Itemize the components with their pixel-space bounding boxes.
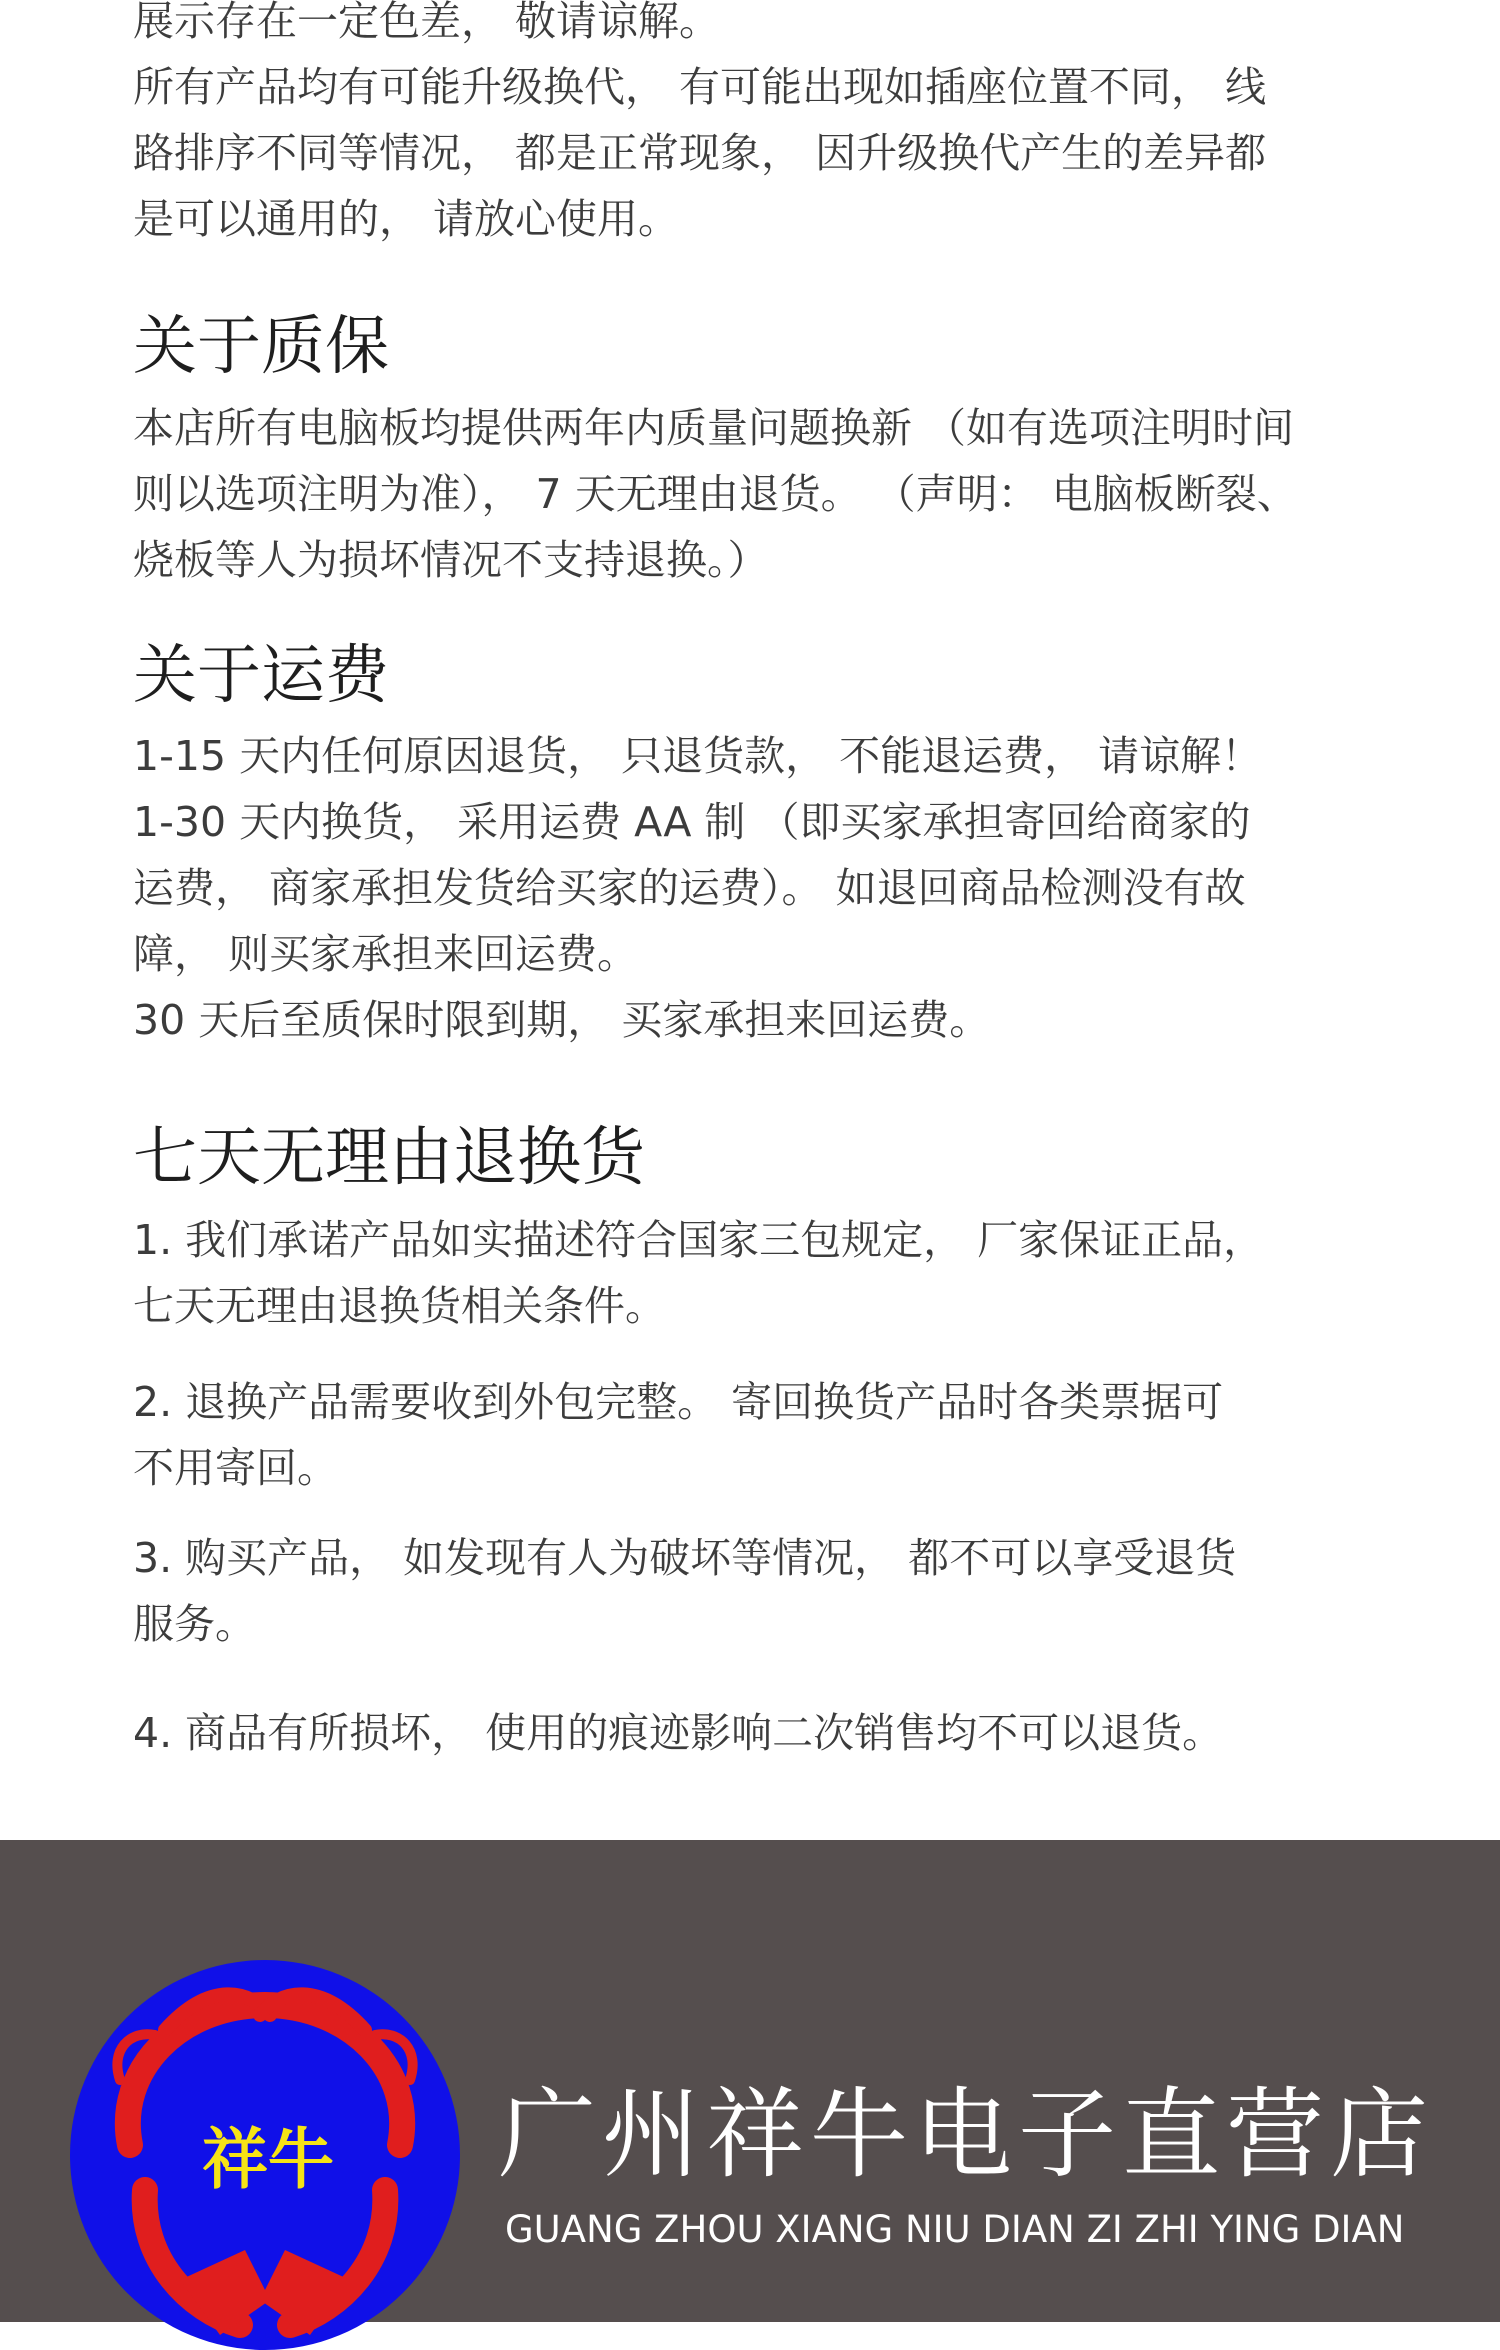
return-policy-heading: 七天无理由退换货 bbox=[133, 1121, 645, 1195]
logo-text: 祥牛 bbox=[202, 2121, 334, 2198]
intro-paragraph: 展示存在一定色差， 敬请谅解。 所有产品均有可能升级换代， 有可能出现如插座位置不同， 线 路排序不同等情况， 都是正常现象， 因升级换代产生的差异都 是可以通用的， 请放心使用。 bbox=[133, 0, 1267, 243]
warranty-heading: 关于质保 bbox=[133, 310, 389, 384]
return-condition-item: 3. 购买产品， 如发现有人为破坏等情况， 都不可以享受退货 服务。 bbox=[133, 1534, 1237, 1648]
warranty-paragraph: 本店所有电脑板均提供两年内质量问题换新 （如有选项注明时间 则以选项注明为准）， 7 天无理由退货。 （声明： 电脑板断裂、 烧板等人为损坏情况不支持退换。） bbox=[133, 404, 1298, 584]
store-logo bbox=[70, 1960, 460, 2350]
shipping-paragraph: 1-15 天内任何原因退货， 只退货款， 不能退运费， 请谅解！ 1-30 天内换货， 采用运费 AA 制 （即买家承担寄回给商家的 运费， 商家承担发货给买家的运费）。 如退回商品检测没有故 障， 则买家承担来回运费。 30 天后至质保时限到期， 买家承担来回运费。 bbox=[133, 732, 1263, 1044]
return-condition-item: 1. 我们承诺产品如实描述符合国家三包规定， 厂家保证正品， 七天无理由退换货相关条件。 bbox=[133, 1216, 1265, 1330]
store-name: 广州祥牛电子直营店 bbox=[498, 2078, 1435, 2192]
return-condition-item: 2. 退换产品需要收到外包完整。 寄回换货产品时各类票据可 不用寄回。 bbox=[133, 1378, 1224, 1492]
shipping-heading: 关于运费 bbox=[133, 639, 389, 713]
return-condition-item: 4. 商品有所损坏， 使用的痕迹影响二次销售均不可以退货。 bbox=[133, 1709, 1224, 1757]
store-name-pinyin: GUANG ZHOU XIANG NIU DIAN ZI ZHI YING DIAN bbox=[505, 2208, 1405, 2251]
